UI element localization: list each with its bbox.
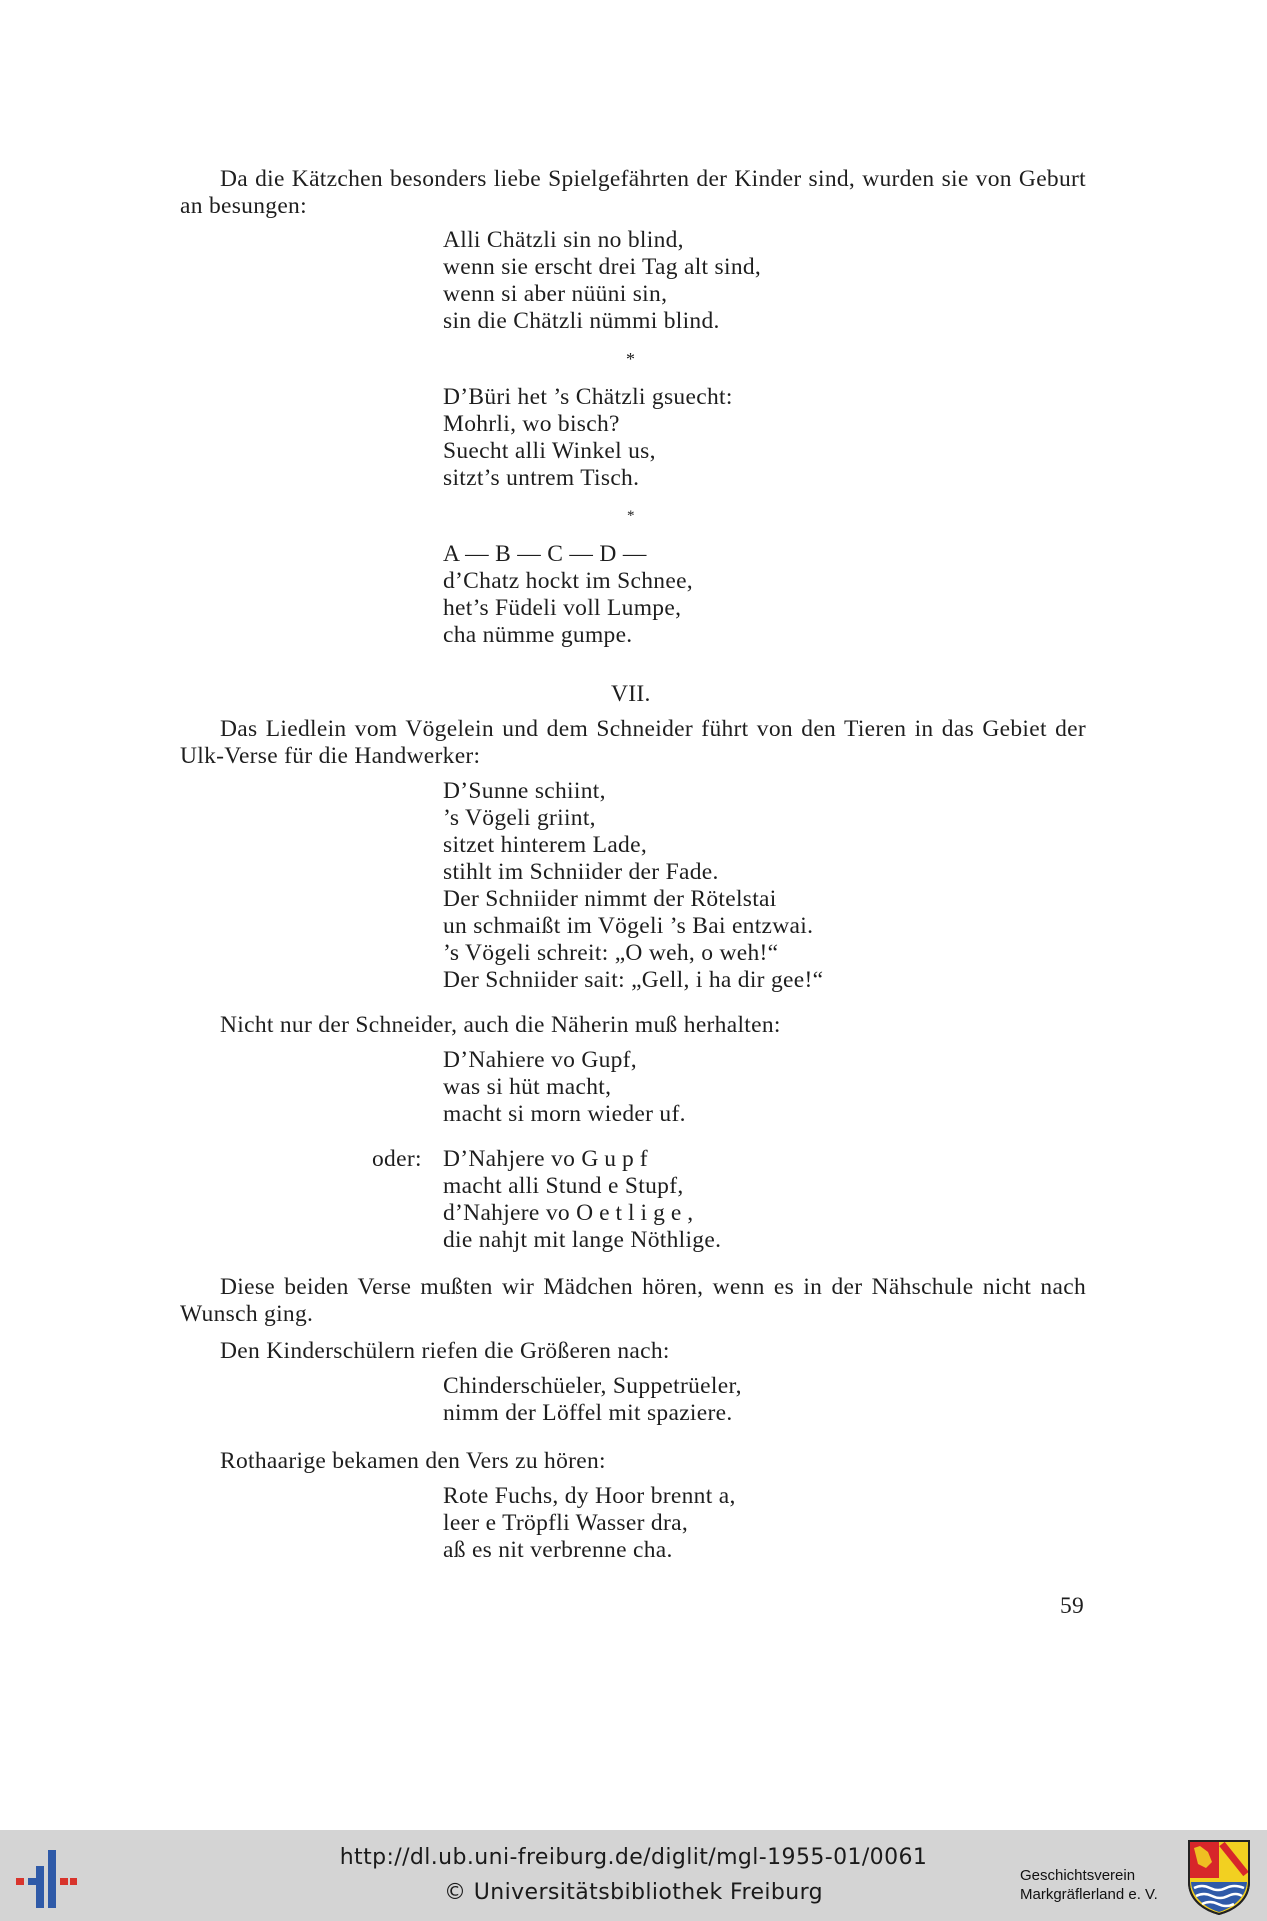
verse-line: aß es nit verbrenne cha. — [443, 1537, 673, 1563]
verse-line: wenn sie erscht drei Tag alt sind, — [443, 254, 762, 280]
place-name-spaced: Oetlige, — [576, 1200, 700, 1226]
verse-line: macht si morn wieder uf. — [443, 1101, 686, 1127]
paragraph-naehschule: Diese beiden Verse mußten wir Mädchen hören, wenn es in der Nähschule nicht nach Wunsch ging. — [180, 1274, 1086, 1327]
paragraph-kinderschueler: Den Kinderschülern riefen die Größeren nach: — [220, 1338, 670, 1364]
publisher-line-1: Geschichtsverein — [1020, 1867, 1136, 1884]
paragraph-intro-cats: Da die Kätzchen besonders liebe Spielgefährten der Kinder sind, wurden sie von Geburt an besungen: — [180, 166, 1086, 219]
verse-line: het’s Füdeli voll Lumpe, — [443, 595, 682, 621]
place-name-spaced: Gupf — [581, 1146, 654, 1172]
verse-line: Der Schniider nimmt der Rötelstai — [443, 886, 777, 912]
verse-blind-kittens — [443, 227, 761, 335]
verse-nahiere — [443, 1047, 686, 1128]
verse-line — [443, 1146, 721, 1173]
paragraph-rothaarige: Rothaarige bekamen den Vers zu hören: — [220, 1448, 606, 1474]
coat-of-arms-icon[interactable] — [1186, 1838, 1252, 1916]
copyright-text: © Universitätsbibliothek Freiburg — [443, 1880, 824, 1905]
footer-bar — [0, 1830, 1267, 1921]
page-number: 59 — [1060, 1593, 1085, 1619]
verse-rote-fuchs — [443, 1483, 736, 1564]
verse-line: Alli Chätzli sin no blind, — [443, 227, 684, 253]
verse-mohrli — [443, 384, 733, 492]
verse-text: d’Nahjere vo — [443, 1200, 577, 1226]
verse-line: leer e Tröpfli Wasser dra, — [443, 1510, 688, 1536]
asterisk-separator: * — [627, 508, 635, 524]
publisher-name — [1020, 1866, 1158, 1904]
verse-line: nimm der Löffel mit spaziere. — [443, 1400, 733, 1426]
verse-line: ’s Vögeli griint, — [443, 805, 596, 831]
verse-line: sin die Chätzli nümmi blind. — [443, 308, 720, 334]
verse-line: D’Büri het ’s Chätzli gsuecht: — [443, 384, 733, 410]
verse-line: sitzet hinterem Lade, — [443, 832, 648, 858]
oder-label: oder: — [372, 1146, 422, 1172]
verse-nahjere — [443, 1146, 721, 1254]
verse-line: Suecht alli Winkel us, — [443, 438, 656, 464]
verse-line: Mohrli, wo bisch? — [443, 411, 620, 437]
source-url-link[interactable]: http://dl.ub.uni-freiburg.de/diglit/mgl-1955-01/0061 — [339, 1845, 928, 1870]
verse-line: macht alli Stund e Stupf, — [443, 1173, 684, 1199]
verse-line: D’Sunne schiint, — [443, 778, 606, 804]
verse-line: sitzt’s untrem Tisch. — [443, 465, 640, 491]
verse-line: wenn si aber nüüni sin, — [443, 281, 668, 307]
verse-line: cha nümme gumpe. — [443, 622, 633, 648]
asterisk-separator: * — [626, 349, 635, 369]
verse-line — [443, 1200, 721, 1227]
verse-line: A — B — C — D — — [443, 541, 647, 567]
verse-line: Chinderschüeler, Suppetrüeler, — [443, 1373, 742, 1399]
verse-text: D’Nahjere vo — [443, 1146, 582, 1172]
verse-line: d’Chatz hockt im Schnee, — [443, 568, 693, 594]
verse-line: Rote Fuchs, dy Hoor brennt a, — [443, 1483, 736, 1509]
verse-schneider — [443, 778, 823, 994]
paragraph-naeherin: Nicht nur der Schneider, auch die Näherin muß herhalten: — [220, 1012, 781, 1038]
verse-line: was si hüt macht, — [443, 1074, 612, 1100]
verse-line: ’s Vögeli schreit: „O weh, o weh!“ — [443, 940, 779, 966]
verse-line: Der Schniider sait: „Gell, i ha dir gee!“ — [443, 967, 824, 993]
verse-line: die nahjt mit lange Nöthlige. — [443, 1227, 722, 1253]
verse-abcd — [443, 541, 693, 649]
section-heading: VII. — [611, 681, 651, 707]
verse-line: stihlt im Schniider der Fade. — [443, 859, 719, 885]
verse-line: un schmaißt im Vögeli ’s Bai entzwai. — [443, 913, 814, 939]
publisher-line-2: Markgräflerland e. V. — [1020, 1886, 1158, 1903]
verse-chinderschueeler — [443, 1373, 742, 1427]
verse-line: D’Nahiere vo Gupf, — [443, 1047, 637, 1073]
paragraph-ulk-verse: Das Liedlein vom Vögelein und dem Schneider führt von den Tieren in das Gebiet der Ulk-Verse für die Handwerker: — [180, 716, 1086, 769]
